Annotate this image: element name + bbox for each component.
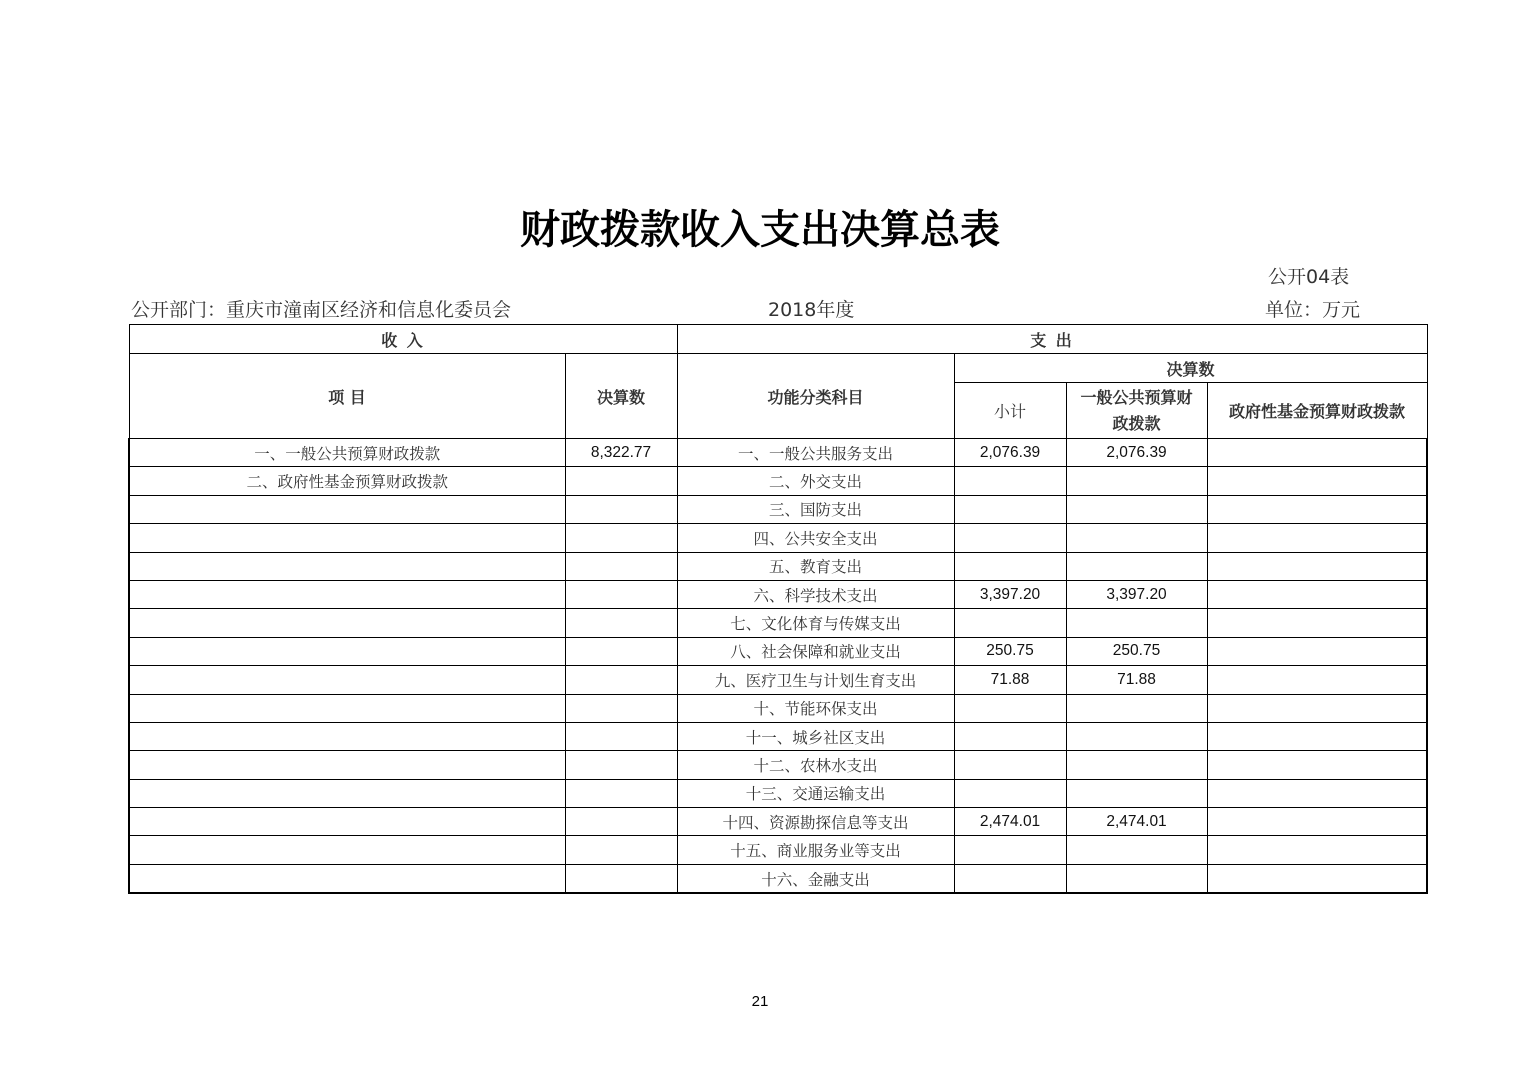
subtotal-column-header: 小计 (954, 383, 1066, 439)
general-budget-header-line1: 一般公共预算财 (1080, 387, 1193, 407)
general-budget-cell: 71.88 (1066, 666, 1207, 694)
category-cell: 十五、商业服务业等支出 (677, 836, 954, 864)
table-row (129, 467, 1427, 495)
category-cell: 十、节能环保支出 (677, 694, 954, 722)
subtotal-cell (954, 552, 1066, 580)
income-item-cell (129, 609, 565, 637)
subtotal-cell: 71.88 (954, 666, 1066, 694)
fund-budget-cell (1207, 722, 1427, 750)
fund-budget-cell (1207, 609, 1427, 637)
income-item-cell (129, 524, 565, 552)
table-row (129, 552, 1427, 580)
table-row (129, 439, 1427, 467)
general-budget-cell (1066, 467, 1207, 495)
subtotal-cell: 2,474.01 (954, 808, 1066, 836)
category-cell: 十六、金融支出 (677, 864, 954, 893)
fund-budget-cell (1207, 524, 1427, 552)
general-budget-cell (1066, 779, 1207, 807)
fund-budget-column-header: 政府性基金预算财政拨款 (1207, 383, 1427, 439)
fund-budget-cell (1207, 666, 1427, 694)
subtotal-cell: 250.75 (954, 637, 1066, 665)
income-item-cell (129, 722, 565, 750)
fund-budget-cell (1207, 552, 1427, 580)
general-budget-cell (1066, 722, 1207, 750)
income-item-cell (129, 694, 565, 722)
category-cell: 四、公共安全支出 (677, 524, 954, 552)
income-item-cell (129, 779, 565, 807)
table-row (129, 524, 1427, 552)
subtotal-cell (954, 836, 1066, 864)
subtotal-cell (954, 779, 1066, 807)
income-amount-cell (565, 524, 677, 552)
final-amount-group-header: 决算数 (954, 354, 1427, 383)
subtotal-cell (954, 524, 1066, 552)
fund-budget-cell (1207, 694, 1427, 722)
fiscal-year-label: 2018年度 (768, 299, 855, 321)
category-cell: 十四、资源勘探信息等支出 (677, 808, 954, 836)
category-cell: 一、一般公共服务支出 (677, 439, 954, 467)
income-item-cell (129, 637, 565, 665)
table-row (129, 637, 1427, 665)
expense-section-header: 支 出 (677, 325, 1427, 354)
table-row (129, 694, 1427, 722)
category-cell: 七、文化体育与传媒支出 (677, 609, 954, 637)
table-row (129, 580, 1427, 608)
subtotal-cell (954, 722, 1066, 750)
general-budget-cell: 2,076.39 (1066, 439, 1207, 467)
item-column-header: 项 目 (129, 354, 565, 439)
general-budget-cell (1066, 495, 1207, 523)
income-amount-cell (565, 808, 677, 836)
table-row (129, 808, 1427, 836)
income-item-cell (129, 580, 565, 608)
fund-budget-cell (1207, 864, 1427, 893)
income-amount-cell: 8,322.77 (565, 439, 677, 467)
fund-budget-cell (1207, 836, 1427, 864)
income-amount-cell (565, 637, 677, 665)
table-row (129, 751, 1427, 779)
fund-budget-cell (1207, 751, 1427, 779)
general-budget-cell (1066, 524, 1207, 552)
category-cell: 九、医疗卫生与计划生育支出 (677, 666, 954, 694)
income-item-cell (129, 808, 565, 836)
table-row (129, 609, 1427, 637)
category-column-header: 功能分类科目 (677, 354, 954, 439)
income-amount-cell (565, 751, 677, 779)
general-budget-cell (1066, 864, 1207, 893)
income-amount-cell (565, 467, 677, 495)
income-item-cell (129, 864, 565, 893)
category-cell: 八、社会保障和就业支出 (677, 637, 954, 665)
page-number: 21 (751, 993, 769, 1010)
subtotal-cell (954, 609, 1066, 637)
income-item-cell (129, 666, 565, 694)
income-item-cell (129, 836, 565, 864)
fund-budget-cell (1207, 439, 1427, 467)
table-row (129, 666, 1427, 694)
income-amount-cell (565, 836, 677, 864)
income-item-cell (129, 495, 565, 523)
category-cell: 十一、城乡社区支出 (677, 722, 954, 750)
category-cell: 十二、农林水支出 (677, 751, 954, 779)
general-budget-cell (1066, 552, 1207, 580)
table-row (129, 779, 1427, 807)
header-row-sections (129, 325, 1427, 354)
income-amount-cell (565, 580, 677, 608)
general-budget-cell (1066, 751, 1207, 779)
general-budget-cell: 2,474.01 (1066, 808, 1207, 836)
general-budget-cell (1066, 609, 1207, 637)
income-section-header: 收 入 (129, 325, 677, 354)
general-budget-column-header (1066, 383, 1207, 439)
header-row-groups (129, 354, 1427, 383)
income-amount-cell (565, 609, 677, 637)
form-number: 公开04表 (1268, 266, 1350, 288)
fund-budget-cell (1207, 580, 1427, 608)
subtotal-cell (954, 467, 1066, 495)
category-cell: 三、国防支出 (677, 495, 954, 523)
table-row (129, 836, 1427, 864)
fund-budget-cell (1207, 808, 1427, 836)
income-amount-cell (565, 779, 677, 807)
fund-budget-cell (1207, 637, 1427, 665)
general-budget-cell (1066, 836, 1207, 864)
general-budget-cell: 3,397.20 (1066, 580, 1207, 608)
subtotal-cell: 2,076.39 (954, 439, 1066, 467)
unit-label: 单位：万元 (1265, 299, 1361, 321)
page-title: 财政拨款收入支出决算总表 (520, 206, 1000, 253)
income-item-cell (129, 552, 565, 580)
subtotal-cell (954, 751, 1066, 779)
income-item-cell: 二、政府性基金预算财政拨款 (129, 467, 565, 495)
amount-column-header: 决算数 (565, 354, 677, 439)
fund-budget-cell (1207, 467, 1427, 495)
income-item-cell: 一、一般公共预算财政拨款 (129, 439, 565, 467)
department-label: 公开部门：重庆市潼南区经济和信息化委员会 (131, 299, 512, 321)
fund-budget-cell (1207, 495, 1427, 523)
subtotal-cell (954, 495, 1066, 523)
income-amount-cell (565, 864, 677, 893)
income-amount-cell (565, 666, 677, 694)
income-amount-cell (565, 552, 677, 580)
income-amount-cell (565, 694, 677, 722)
table-row (129, 495, 1427, 523)
income-amount-cell (565, 722, 677, 750)
subtotal-cell: 3,397.20 (954, 580, 1066, 608)
general-budget-cell: 250.75 (1066, 637, 1207, 665)
general-budget-header-line2: 政拨款 (1112, 413, 1161, 433)
income-amount-cell (565, 495, 677, 523)
income-item-cell (129, 751, 565, 779)
category-cell: 五、教育支出 (677, 552, 954, 580)
general-budget-cell (1066, 694, 1207, 722)
category-cell: 六、科学技术支出 (677, 580, 954, 608)
table-row (129, 864, 1427, 893)
table-row (129, 722, 1427, 750)
subtotal-cell (954, 864, 1066, 893)
subtotal-cell (954, 694, 1066, 722)
category-cell: 二、外交支出 (677, 467, 954, 495)
category-cell: 十三、交通运输支出 (677, 779, 954, 807)
budget-table (128, 324, 1428, 894)
fund-budget-cell (1207, 779, 1427, 807)
